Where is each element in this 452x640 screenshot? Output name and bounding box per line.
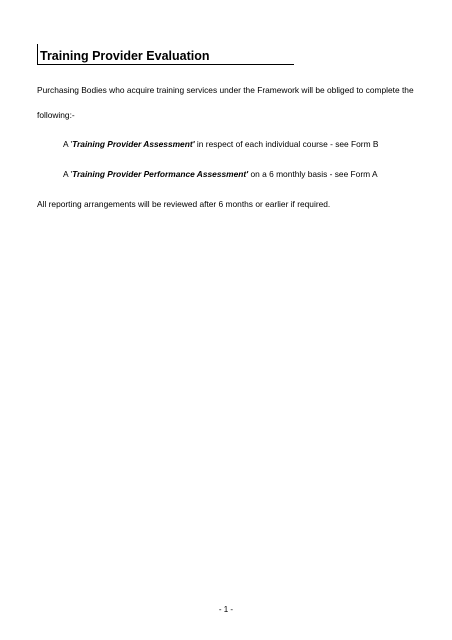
- list-item-performance-assessment: [63, 169, 378, 180]
- list-item-suffix: on a 6 monthly basis - see Form A: [248, 169, 378, 179]
- closing-paragraph: All reporting arrangements will be reviewed after 6 months or earlier if required.: [37, 199, 331, 209]
- page-number: - 1 -: [218, 605, 234, 614]
- list-item-prefix: A ': [63, 139, 73, 149]
- list-item-emphasis: Training Provider Assessment': [72, 139, 195, 149]
- intro-paragraph-line-1: Purchasing Bodies who acquire training services under the Framework will be obliged to complete the: [37, 85, 414, 95]
- section-heading-frame: [37, 44, 294, 65]
- list-item-prefix: A ': [63, 169, 73, 179]
- list-item-suffix: in respect of each individual course - see Form B: [194, 139, 379, 149]
- list-item-provider-assessment: [63, 139, 378, 150]
- heading-left-rule: [37, 44, 38, 65]
- section-heading: Training Provider Evaluation: [40, 49, 210, 63]
- intro-paragraph-line-2: following:-: [37, 110, 75, 120]
- heading-underline-rule: [37, 64, 294, 65]
- list-item-emphasis: Training Provider Performance Assessment': [72, 169, 249, 179]
